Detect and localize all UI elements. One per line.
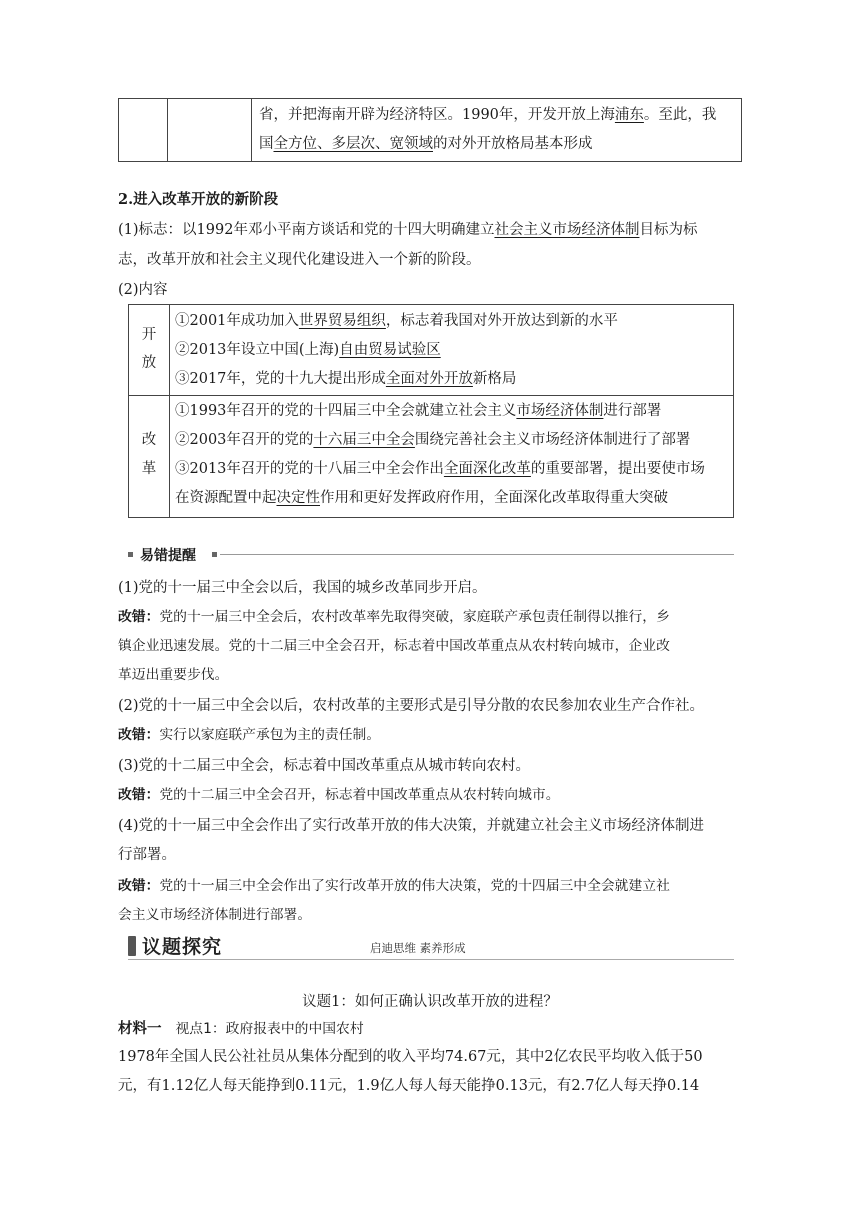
text: ，标志着我国对外开放达到新的水平	[385, 313, 618, 329]
underlined-term: 全方位、多层次、宽领域	[273, 136, 433, 152]
text: ③2017年，党的十九大提出形成	[175, 371, 386, 387]
top-table	[118, 98, 742, 162]
text: (1)标志：以1992年邓小平南方谈话和党的十四大明确建立	[118, 222, 495, 238]
underlined-term: 决定性	[276, 490, 320, 506]
reform-row-3	[175, 455, 731, 484]
banner-subtitle: 启迪思维 素养形成	[370, 941, 466, 955]
correction-label: 改错：	[118, 878, 160, 894]
material-view: 视点1：政府报表中的中国农村	[175, 1021, 364, 1037]
tip-statement-4-cont: 行部署。	[118, 847, 176, 863]
tip-correction-4	[118, 872, 742, 901]
tip-correction-1-cont: 革迈出重要步伐。	[118, 667, 229, 683]
reform-row-2	[175, 426, 731, 455]
underlined-term: 世界贸易组织	[298, 313, 386, 329]
open-row-2	[175, 336, 731, 365]
tip-statement-3: (3)党的十二届三中全会，标志着中国改革重点从城市转向农村。	[118, 758, 531, 774]
text: 实行以家庭联产承包为主的责任制。	[159, 727, 381, 743]
sign-line-2: 志，改革开放和社会主义现代化建设进入一个新的阶段。	[118, 252, 481, 268]
underlined-term: 自由贸易试验区	[339, 342, 441, 358]
correction-label: 改错：	[118, 609, 160, 625]
banner-bar-icon	[128, 936, 136, 956]
table-divider	[169, 305, 170, 517]
text: ③2013年召开的党的十八届三中全会作出	[175, 461, 444, 477]
text: 国	[259, 136, 274, 152]
section-heading: 2.进入改革开放的新阶段	[118, 191, 279, 208]
text: ②2003年召开的党的	[175, 432, 314, 448]
reform-row-4	[175, 484, 731, 513]
content-table	[128, 304, 734, 518]
table-divider	[129, 395, 733, 396]
underlined-term: 十六届三中全会	[313, 432, 415, 448]
square-bullet-icon	[212, 552, 217, 557]
text: 目标为标	[639, 222, 698, 238]
category-open-1: 开	[141, 327, 157, 343]
material-line-1: 1978年全国人民公社社员从集体分配到的收入平均74.67元，其中2亿农民平均收入低于50	[118, 1049, 703, 1065]
text: 党的十一届三中全会后，农村改革率先取得突破，家庭联产承包责任制得以推行，乡	[159, 609, 670, 625]
square-bullet-icon	[128, 552, 133, 557]
top-table-cell-1	[119, 99, 168, 161]
tip-correction-4-cont: 会主义市场经济体制进行部署。	[118, 907, 312, 923]
text: ①1993年召开的党的十四届三中全会就建立社会主义	[175, 403, 517, 419]
underlined-term: 市场经济体制	[516, 403, 604, 419]
tip-statement-2: (2)党的十一届三中全会以后，农村改革的主要形式是引导分散的农民参加农业生产合作社。	[118, 698, 705, 714]
banner-underline	[128, 959, 734, 960]
tip-correction-3	[118, 781, 742, 810]
topic-title: 议题1：如何正确认识改革开放的进程？	[302, 994, 558, 1010]
tip-correction-1	[118, 603, 742, 632]
tips-header	[128, 542, 734, 566]
material-line-2: 元，有1.12亿人每天能挣到0.11元，1.9亿人每人每天能挣0.13元，有2.7亿人每天挣0.14	[118, 1078, 700, 1094]
tip-correction-1-cont: 镇企业迅速发展。党的十二届三中全会召开，标志着中国改革重点从农村转向城市，企业改	[118, 638, 670, 654]
tips-header-label: 易错提醒	[140, 548, 196, 564]
underlined-term: 全面深化改革	[443, 461, 531, 477]
tip-statement-1: (1)党的十一届三中全会以后，我国的城乡改革同步开启。	[118, 580, 487, 596]
text: 的重要部署，提出要使市场	[530, 461, 705, 477]
text: 的对外开放格局基本形成	[433, 136, 593, 152]
underlined-term: 全面对外开放	[385, 371, 473, 387]
text: ②2013年设立中国(上海)	[175, 342, 340, 358]
category-reform-2: 革	[141, 461, 157, 477]
open-row-3	[175, 365, 731, 394]
top-table-line-2	[259, 130, 737, 159]
text: ①2001年成功加入	[175, 313, 299, 329]
text: 。至此，我	[643, 107, 717, 123]
material-label: 材料一	[118, 1020, 162, 1037]
category-reform-1: 改	[141, 432, 157, 448]
top-table-cell-2	[167, 99, 252, 161]
underlined-term: 社会主义市场经济体制	[494, 222, 640, 238]
text: 作用和更好发挥政府作用，全面深化改革取得重大突破	[320, 490, 668, 506]
top-table-text	[259, 101, 737, 159]
text: 新格局	[472, 371, 517, 387]
open-row-1	[175, 307, 731, 336]
category-open-2: 放	[141, 355, 157, 371]
material-heading	[118, 1014, 742, 1044]
section-banner	[128, 930, 734, 962]
text: 在资源配置中起	[175, 490, 277, 506]
text: 进行部署	[603, 403, 662, 419]
reform-row-1	[175, 397, 731, 426]
text: 省，并把海南开辟为经济特区。1990年，开发开放上海	[259, 107, 615, 123]
content-label: (2)内容	[118, 282, 168, 298]
text: 党的十二届三中全会召开，标志着中国改革重点从农村转向城市。	[159, 787, 560, 803]
tip-correction-2	[118, 721, 742, 750]
underlined-term: 浦东	[614, 107, 644, 123]
text: 围绕完善社会主义市场经济体制进行了部署	[414, 432, 691, 448]
tip-statement-4: (4)党的十一届三中全会作出了实行改革开放的伟大决策，并就建立社会主义市场经济体制进	[118, 818, 705, 834]
correction-label: 改错：	[118, 727, 160, 743]
sign-line-1	[118, 216, 742, 245]
banner-title: 议题探究	[142, 936, 223, 958]
top-table-line-1	[259, 101, 737, 130]
correction-label: 改错：	[118, 787, 160, 803]
text: 党的十一届三中全会作出了实行改革开放的伟大决策，党的十四届三中全会就建立社	[159, 878, 670, 894]
header-rule	[220, 554, 734, 555]
